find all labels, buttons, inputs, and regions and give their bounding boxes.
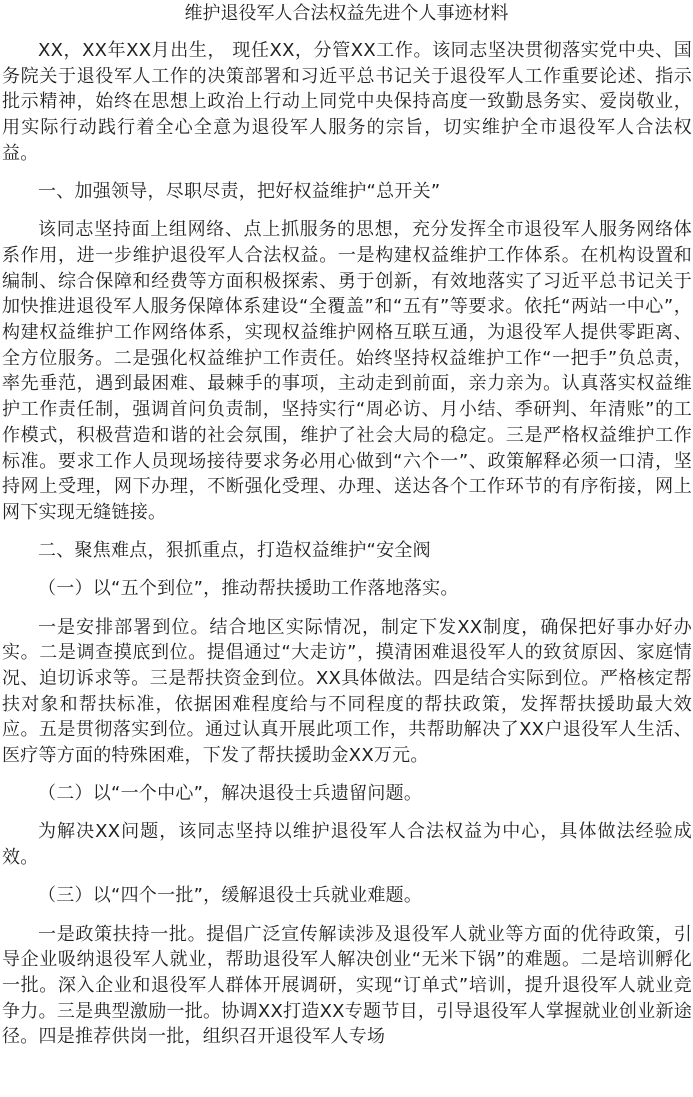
subsection-heading-3: （三）以“四个一批”，缓解退役士兵就业难题。 [38,885,423,907]
subsection-heading-2: （二）以“一个中心”，解决退役士兵遗留问题。 [38,783,423,805]
document-body [2,38,692,1050]
subsection-2-paragraph: 为解决XX问题，该同志坚持以维护退役军人合法权益为中心，具体做法经验成效。 [2,821,692,869]
section-heading-1: 一、加强领导，尽职尽责，把好权益维护“总开关” [38,181,441,203]
section-heading-2: 二、聚焦难点，狠抓重点，打造权益维护“安全阀 [38,540,431,562]
section-1-paragraph: 该同志坚持面上组网络、点上抓服务的思想，充分发挥全市退役军人服务网络体系作用，进一步维护退役军人合法权益。一是构建权益维护工作体系。在机构设置和编制、综合保障和经费等方面积极探索、勇于创新，有效地落实了习近平总书记关于加快推进退役军人服务保障体系建设“全覆盖”和“五有”等要求。依托“两站一中心”，构建权益维护工作网络体系，实现权益维护网格互联互通，为退役军人提供零距离、全方位服务。二是强化权益维护工作责任。始终坚持权益维护工作“一把手”负总责，率先垂范，遇到最困难、最棘手的事项，主动走到前面，亲力亲为。认真落实权益维护工作责任制，强调首问负责制，坚持实行“周必访、月小结、季研判、年清账”的工作模式，积极营造和谐的社会氛围，维护了社会大局的稳定。三是严格权益维护工作标准。要求工作人员现场接待要求务必用心做到“六个一”、政策解释必须一口清，坚持网上受理，网下办理，不断强化受理、办理、送达各个工作环节的有序衔接，网上网下实现无缝链接。 [2,219,692,523]
intro-paragraph: XX，XX年XX月出生， 现任XX，分管XX工作。该同志坚决贯彻落实党中央、国务院关于退役军人工作的决策部署和习近平总书记关于退役军人工作重要论述、指示批示精神，始终在思想上政治上行动上同党中央保持高度一致勤恳务实、爱岗敬业，用实际行动践行着全心全意为退役军人服务的宗旨，切实维护全市退役军人合法权益。 [2,40,692,164]
document-title: 维护退役军人合法权益先进个人事迹材料 [184,3,509,24]
subsection-3-paragraph: 一是政策扶持一批。提倡广泛宣传解读涉及退役军人就业等方面的优待政策，引导企业吸纳退役军人就业，帮助退役军人解决创业“无米下锅”的难题。二是培训孵化一批。深入企业和退役军人群体开展调研，实现“订单式”培训，提升退役军人就业竞争力。三是典型激励一批。协调XX打造XX专题节目，引导退役军人掌握就业创业新途径。四是推荐供岗一批，组织召开退役军人专场 [2,923,692,1048]
subsection-1-paragraph: 一是安排部署到位。结合地区实际情况，制定下发XX制度，确保把好事办好办实。二是调查摸底到位。提倡通过“大走访”，摸清困难退役军人的致贫原因、家庭情况、迫切诉求等。三是帮扶资金到位。XX具体做法。四是结合实际到位。严格核定帮扶对象和帮扶标准，依据困难程度给与不同程度的帮扶政策，发挥帮扶援助最大效应。五是贯彻落实到位。通过认真开展此项工作，共帮助解决了XX户退役军人生活、医疗等方面的特殊困难，下发了帮扶援助金XX万元。 [2,616,692,767]
subsection-heading-1: （一）以“五个到位”，推动帮扶援助工作落地落实。 [38,578,459,600]
